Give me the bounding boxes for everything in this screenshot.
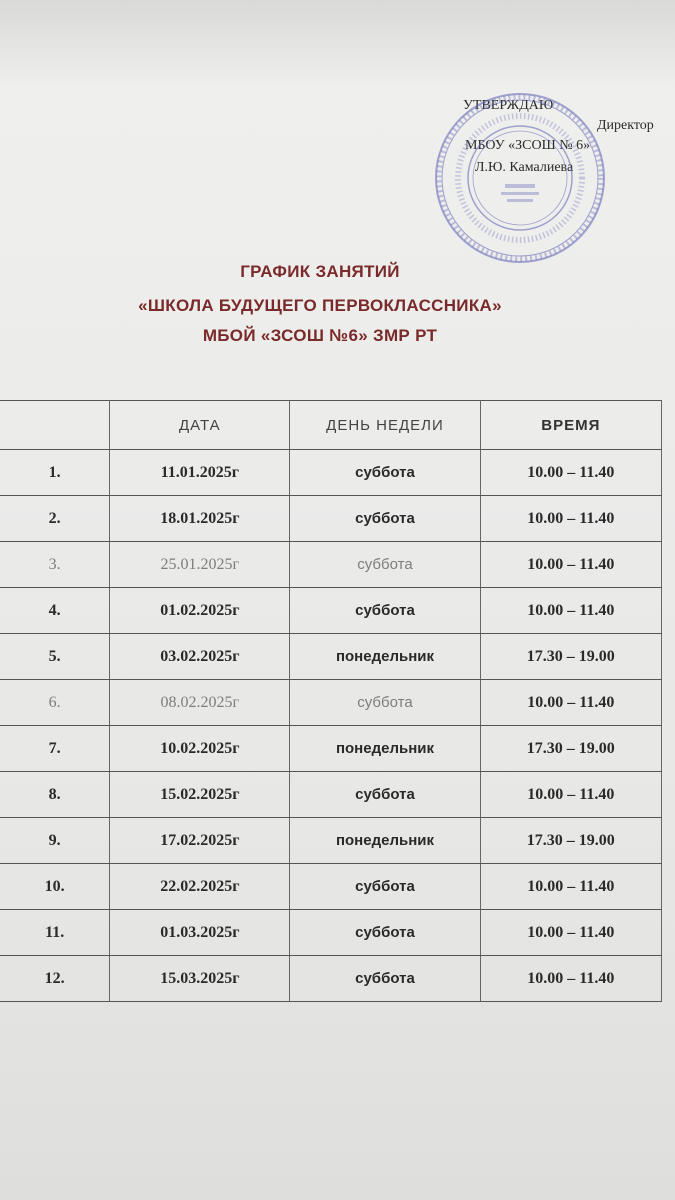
row-number: 2. (0, 496, 110, 542)
row-number: 8. (0, 772, 110, 818)
row-time: 17.30 – 19.00 (480, 818, 661, 864)
row-date: 11.01.2025г (110, 450, 290, 496)
schedule-title: ГРАФИК ЗАНЯТИЙ (240, 262, 400, 281)
header-number (0, 401, 110, 450)
row-number: 9. (0, 818, 110, 864)
table-row (0, 450, 662, 496)
row-day: суббота (290, 910, 480, 956)
row-day: понедельник (290, 634, 480, 680)
row-date: 17.02.2025г (110, 818, 290, 864)
row-date: 15.02.2025г (110, 772, 290, 818)
row-day: понедельник (290, 726, 480, 772)
table-row (0, 726, 662, 772)
row-date: 10.02.2025г (110, 726, 290, 772)
table-row (0, 680, 662, 726)
photo-shadow (0, 0, 675, 90)
row-date: 22.02.2025г (110, 864, 290, 910)
table-row (0, 542, 662, 588)
row-time: 10.00 – 11.40 (480, 910, 661, 956)
row-number: 10. (0, 864, 110, 910)
row-time: 10.00 – 11.40 (480, 864, 661, 910)
row-time: 10.00 – 11.40 (480, 542, 661, 588)
table-row (0, 496, 662, 542)
row-number: 11. (0, 910, 110, 956)
row-date: 15.03.2025г (110, 956, 290, 1002)
approval-signatory: Л.Ю. Камалиева (475, 160, 574, 175)
table-row (0, 910, 662, 956)
row-day: суббота (290, 956, 480, 1002)
row-day: суббота (290, 680, 480, 726)
row-time: 10.00 – 11.40 (480, 450, 661, 496)
row-day: суббота (290, 588, 480, 634)
row-date: 03.02.2025г (110, 634, 290, 680)
row-date: 18.01.2025г (110, 496, 290, 542)
table-row (0, 588, 662, 634)
row-time: 17.30 – 19.00 (480, 726, 661, 772)
row-number: 1. (0, 450, 110, 496)
header-time: ВРЕМЯ (480, 401, 661, 450)
header-day: ДЕНЬ НЕДЕЛИ (290, 401, 480, 450)
row-number: 5. (0, 634, 110, 680)
row-number: 7. (0, 726, 110, 772)
row-day: суббота (290, 772, 480, 818)
row-time: 10.00 – 11.40 (480, 680, 661, 726)
table-header-row (0, 401, 662, 450)
official-seal-icon (425, 88, 615, 268)
table-row (0, 864, 662, 910)
row-date: 25.01.2025г (110, 542, 290, 588)
row-number: 4. (0, 588, 110, 634)
row-day: суббота (290, 542, 480, 588)
row-time: 17.30 – 19.00 (480, 634, 661, 680)
row-time: 10.00 – 11.40 (480, 956, 661, 1002)
row-day: суббота (290, 450, 480, 496)
row-number: 3. (0, 542, 110, 588)
school-program-title: «ШКОЛА БУДУЩЕГО ПЕРВОКЛАССНИКА» (138, 296, 502, 315)
row-time: 10.00 – 11.40 (480, 588, 661, 634)
approval-heading: УТВЕРЖДАЮ (463, 98, 554, 113)
row-time: 10.00 – 11.40 (480, 772, 661, 818)
row-date: 01.03.2025г (110, 910, 290, 956)
school-name: МБОЙ «ЗСОШ №6» ЗМР РТ (202, 326, 438, 345)
row-date: 01.02.2025г (110, 588, 290, 634)
table-row (0, 956, 662, 1002)
row-day: понедельник (290, 818, 480, 864)
approval-org: МБОУ «ЗСОШ № 6» (465, 138, 591, 153)
row-day: суббота (290, 496, 480, 542)
table-row (0, 772, 662, 818)
row-time: 10.00 – 11.40 (480, 496, 661, 542)
row-day: суббота (290, 864, 480, 910)
table-row (0, 634, 662, 680)
row-number: 12. (0, 956, 110, 1002)
schedule-table (0, 400, 662, 1002)
row-date: 08.02.2025г (110, 680, 290, 726)
row-number: 6. (0, 680, 110, 726)
table-row (0, 818, 662, 864)
approval-director-title: Директор (597, 118, 654, 133)
header-date: ДАТА (110, 401, 290, 450)
